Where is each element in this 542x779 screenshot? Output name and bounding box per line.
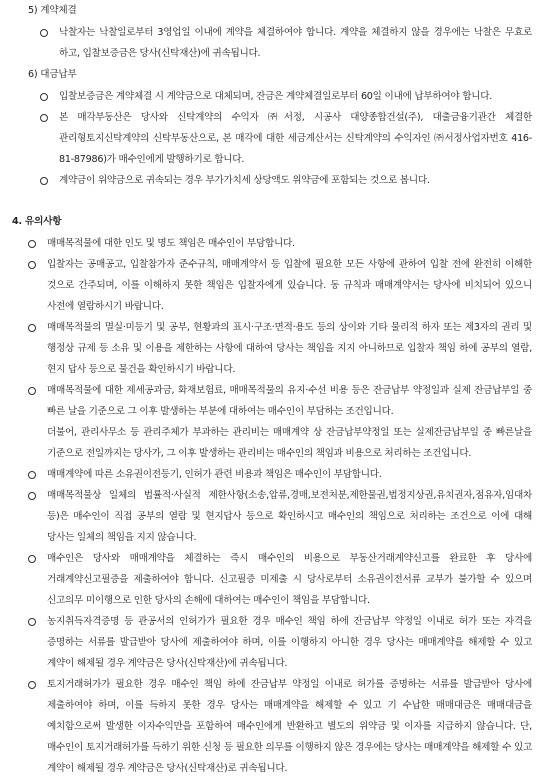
list-item — [28, 254, 532, 317]
circle-bullet-icon — [40, 114, 48, 122]
list-item — [40, 107, 532, 170]
list-item — [28, 485, 532, 548]
section-5-heading: 5) 계약체결 — [28, 5, 77, 16]
list-item-text: 낙찰자는 낙찰일로부터 3영업일 이내에 계약을 체결하여야 합니다. 계약을 체결하지 않을 경우에는 낙찰은 무효로 하고, 입찰보증금은 당사(신탁재산)에 귀속됩니다. — [59, 27, 532, 59]
list-item-text: 본 매각부동산은 당사와 신탁계약의 수익자 ㈜서정, 시공사 대양종합건설(주), 대출금융기관간 체결한 관리형토지신탁계약의 신탁부동산으로, 본 매각에 대한 세금계산서는 신탁계약의 수익자인 ㈜서정사업자번호 416-81-87986)가 매수인에게 발행하기로 합니다. — [59, 112, 532, 165]
list-item-text: 매매목적물에 대한 인도 및 명도 책임은 매수인이 부담합니다. — [47, 238, 295, 249]
list-item — [28, 317, 532, 380]
list-item — [28, 674, 532, 779]
circle-bullet-icon — [28, 387, 36, 395]
list-item-text: 매매목적물의 멸실·미등기 및 공부, 현황과의 표시·구조·면적·용도 등의 상이와 기타 물리적 하자 또는 제3자의 권리 및 행정상 규제 등 소유 및 이용을 제한하는 사항에 대하여 당사는 책임을 지지 아니하므로 입찰자 책임 하에 공부의 열람, 현지 답사 등으로 물건을 확인하시기 바랍니다. — [47, 322, 532, 375]
circle-bullet-icon — [40, 177, 48, 185]
list-item-text: 농지취득자격증명 등 관공서의 인허가가 필요한 경우 매수인 책임 하에 잔금납부 약정일 이내로 허가 또는 자격을 증명하는 서류를 발급받아 당사에 제출하여야 하며, 이를 이행하지 아니한 경우 당사는 매매계약을 해제할 수 있고 계약이 해제될 경우 계약금은 당사(신탁재산)에 귀속됩니다. — [47, 616, 532, 669]
list-item-text: 입찰보증금은 계약체결 시 계약금으로 대체되며, 잔금은 계약체결일로부터 60일 이내에 납부하여야 합니다. — [59, 91, 493, 102]
section-6-heading: 6) 대금납부 — [28, 69, 77, 80]
list-item-text: 매매목적물에 대한 제세공과금, 화재보험료, 매매목적물의 유지·수선 비용 등은 잔금납부 약정일과 실제 잔금납부일 중 빠른 날을 기준으로 그 이후 발생하는 부분에 대하여는 매수인이 부담하는 조건입니다. — [47, 385, 532, 417]
list-item — [28, 611, 532, 674]
circle-bullet-icon — [40, 29, 48, 37]
circle-bullet-icon — [28, 240, 36, 248]
continuation-paragraph: 더불어, 관리사무소 등 관리주체가 부과하는 관리비는 매매계약 상 잔금납부약정일 또는 실제잔금납부일 중 빠른날을 기준으로 전일까지는 당사가, 그 이후 발생하는 관리비는 매수인의 책임과 비용으로 처리하는 조건입니다. — [47, 427, 532, 459]
circle-bullet-icon — [40, 93, 48, 101]
circle-bullet-icon — [28, 555, 36, 563]
list-item-text: 매수인은 당사와 매매계약을 체결하는 즉시 매수인의 비용으로 부동산거래계약신고를 완료한 후 당사에 거래계약신고필증을 제출하여야 합니다. 신고필증 미제출 시 당사로부터 소유권이전서류 교부가 불가할 수 있으며 신고의무 미이행으로 인한 당사의 손해에 대하여는 매수인이 책임을 부담합니다. — [47, 553, 532, 606]
list-item-text: 매매계약에 따른 소유권이전등기, 인허가 관련 비용과 책임은 매수인이 부담합니다. — [47, 469, 382, 480]
list-item — [40, 22, 532, 64]
circle-bullet-icon — [28, 471, 36, 479]
circle-bullet-icon — [28, 492, 36, 500]
circle-bullet-icon — [28, 261, 36, 269]
list-item — [28, 464, 532, 485]
list-item-text: 토지거래허가가 필요한 경우 매수인 책임 하에 잔금납부 약정일 이내로 허가를 증명하는 서류를 발급받아 당사에 제출하여야 하며, 이를 득하지 못한 경우 당사는 매매계약을 해제할 수 있고 기 수납한 매매대금은 매매대금을 예치함으로써 발생한 이자수익만을 포함하여 매수인에게 반환하고 별도의 위약금 및 이자를 지급하지 않습니다. 단, 매수인이 토지거래허가를 득하기 위한 신청 등 필요한 의무를 이행하지 않은 경우에는 당사는 매매계약을 해제할 수 있고 계약이 해제될 경우 계약금은 당사(신탁재산)로 귀속됩니다. — [47, 679, 532, 774]
list-item — [40, 170, 532, 191]
circle-bullet-icon — [28, 618, 36, 626]
list-item-text: 계약금이 위약금으로 귀속되는 경우 부가가치세 상당액도 위약금에 포함되는 것으로 봅니다. — [59, 175, 430, 186]
list-item — [28, 380, 532, 422]
circle-bullet-icon — [28, 324, 36, 332]
list-item — [28, 548, 532, 611]
list-item — [40, 86, 532, 107]
list-item — [28, 233, 532, 254]
list-item-text: 매매목적물상 일체의 법률적·사실적 제한사항(소송,압류,경매,보전처분,제한물권,법정지상권,유치권자,점유자,임대차 등)은 매수인이 직접 공부의 열람 및 현지답사 등으로 확인하시고 매수인의 책임으로 처리하는 조건으로 이에 대해 당사는 일체의 책임을 지지 않습니다. — [47, 490, 532, 543]
circle-bullet-icon — [28, 681, 36, 689]
section-4-heading: 4. 유의사항 — [12, 216, 62, 227]
list-item-text: 입찰자는 공매공고, 입찰참가자 준수규칙, 매매계약서 등 입찰에 필요한 모든 사항에 관하여 입찰 전에 완전히 이해한 것으로 간주되며, 이를 이해하지 못한 책임은 입찰자에게 있습니다. 동 규칙과 매매계약서는 당사에 비치되어 있으니 사전에 열람하시기 바랍니다. — [47, 259, 532, 312]
